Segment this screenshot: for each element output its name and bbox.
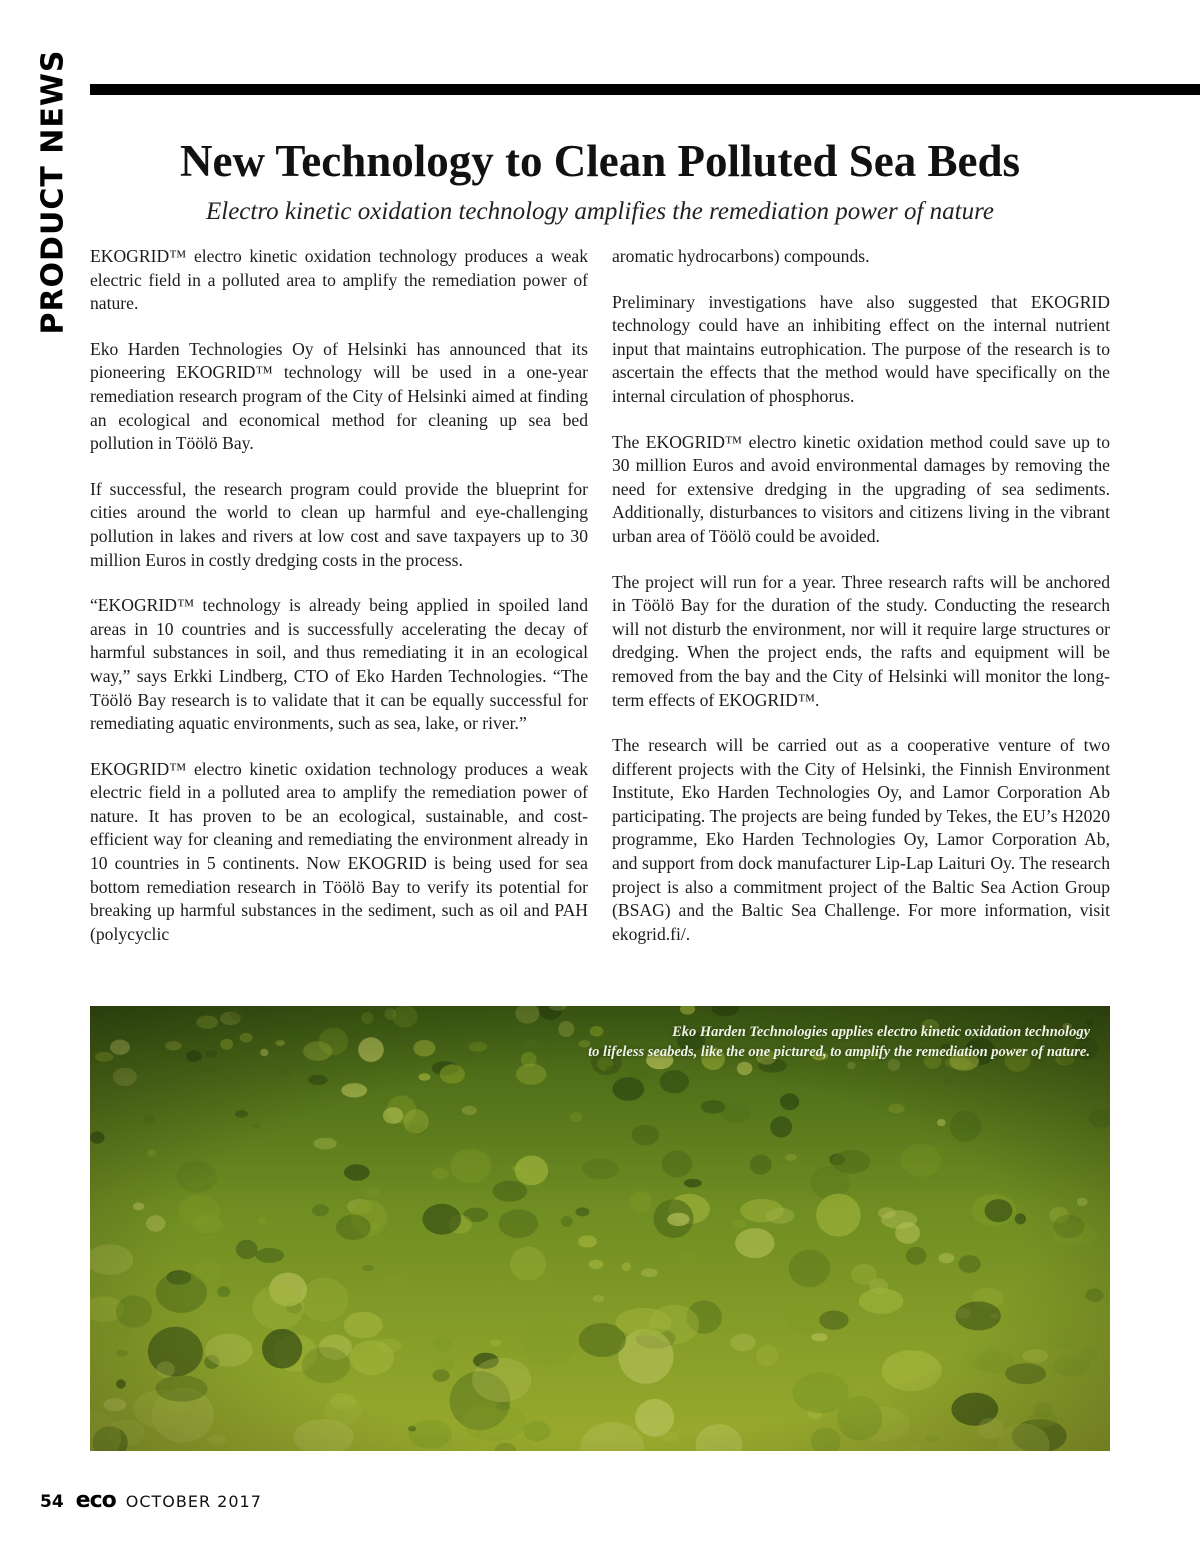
article-right-column [612,245,1110,968]
article-title: New Technology to Clean Polluted Sea Beds [179,136,1021,186]
photo-caption [450,1022,1090,1062]
photo-caption-line: Eko Harden Technologies applies electro kinetic oxidation technology [672,1024,1090,1040]
paragraph: EKOGRID™ electro kinetic oxidation technology produces a weak electric field in a polluted area to amplify the remediation power of nature. [90,246,588,314]
paragraph: If successful, the research program could provide the blueprint for cities around the world to clean up harmful and eye-challenging pollution in lakes and rivers at low cost and save taxpayers up to 30 million Euros in costly dredging costs in the process. [90,478,588,570]
magazine-logo: eco [75,1488,116,1513]
seabed-photo [90,1006,1110,1451]
article-subtitle: Electro kinetic oxidation technology amplifies the remediation power of nature [205,198,995,225]
paragraph: The research will be carried out as a cooperative venture of two different projects with the City of Helsinki, the Finnish Environment Institute, Eko Harden Technologies Oy, and Lamor Corporation Ab participating. The projects are being funded by Tekes, the EU’s H2020 programme, Eko Harden Technologies Oy, Lamor Corporation Ab, and support from dock manufacturer Lip-Lap Laituri Oy. The research project is also a commitment project of the Baltic Sea Action Group (BSAG) and the Baltic Sea Challenge. For more information, visit ekogrid.fi/. [612,735,1110,944]
seabed-image [90,1006,1110,1451]
section-label [32,40,74,345]
section-label-text: PRODUCT NEWS [35,49,71,335]
top-rule-divider [90,84,1200,95]
paragraph: aromatic hydrocarbons) compounds. [612,246,870,266]
issue-date: OCTOBER 2017 [125,1492,262,1511]
photo-caption-line: to lifeless seabeds, like the one pictured, to amplify the remediation power of nature. [588,1044,1090,1060]
paragraph: EKOGRID™ electro kinetic oxidation technology produces a weak electric field in a polluted area to amplify the remediation power of nature. It has proven to be an ecological, sustainable, and cost-efficient way for cleaning and remediating the environment already in 10 countries in 5 continents. Now EKOGRID is being used for sea bottom remediation research in Töölö Bay to verify its potential for breaking up harmful substances in the sediment, such as oil and PAH (polycyclic [90,758,588,944]
page-footer [40,1488,262,1512]
paragraph: Preliminary investigations have also suggested that EKOGRID technology could have an inhibiting effect on the internal nutrient input that maintains eutrophication. The purpose of the research is to ascertain the effects that the method would have specifically on the internal circulation of phosphorus. [612,291,1110,406]
paragraph: “EKOGRID™ technology is already being applied in spoiled land areas in 10 countries and is successfully accelerating the decay of harmful substances in soil, and thus remediating it in an ecological way,” says Erkki Lindberg, CTO of Eko Harden Technologies. “The Töölö Bay research is to validate that it can be equally successful for remediating aquatic environments, such as sea, lake, or river.” [90,595,588,734]
page-number: 54 [40,1492,64,1512]
paragraph: The EKOGRID™ electro kinetic oxidation method could save up to 30 million Euros and avoid environmental damages by removing the need for extensive dredging in the upgrading of sea sediments. Additionally, disturbances to visitors and citizens living in the vibrant urban area of Töölö could be avoided. [612,431,1110,546]
paragraph: The project will run for a year. Three research rafts will be anchored in Töölö Bay for the duration of the study. Conducting the research will not disturb the environment, nor will it require large structures or dredging. When the project ends, the rafts and equipment will be removed from the bay and the City of Helsinki will monitor the long-term effects of EKOGRID™. [612,571,1110,710]
paragraph: Eko Harden Technologies Oy of Helsinki has announced that its pioneering EKOGRID™ technology will be used in a one-year remediation research program of the City of Helsinki aimed at finding an ecological and economical method for cleaning up sea bed pollution in Töölö Bay. [90,338,588,454]
article-left-column [90,245,588,968]
